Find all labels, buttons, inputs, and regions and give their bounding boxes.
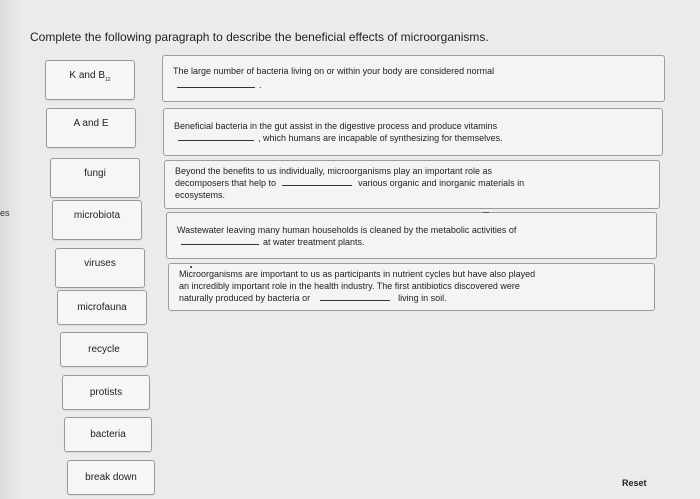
term-label: recycle xyxy=(88,344,120,355)
sentence-text: . xyxy=(259,80,262,90)
sentence-line: an incredibly important role in the health industry. The first antibiotics discovered were xyxy=(179,281,520,291)
term-label: fungi xyxy=(84,168,106,179)
sentence-line: Microorganisms are important to us as participants in nutrient cycles but have also played xyxy=(179,269,536,279)
drop-blank[interactable] xyxy=(178,132,254,141)
sentence-box-3 xyxy=(164,160,660,209)
sentence-line: Wastewater leaving many human households is cleaned by the metabolic activities of xyxy=(177,225,517,235)
term-label: bacteria xyxy=(90,429,126,440)
sentence-text: at water treatment plants. xyxy=(263,237,365,247)
sentence-text: decomposers that help to xyxy=(175,178,277,188)
term-subscript: 12 xyxy=(105,77,111,83)
sentence-line: The large number of bacteria living on or within your body are considered normal xyxy=(173,66,495,76)
drop-blank[interactable] xyxy=(177,79,255,88)
term-viruses[interactable] xyxy=(55,248,145,288)
term-microbiota[interactable] xyxy=(52,200,142,240)
sentence-line: Beyond the benefits to us individually, microorganisms play an important role as xyxy=(175,166,492,176)
term-label: viruses xyxy=(84,258,116,269)
term-a-and-e[interactable] xyxy=(46,108,136,148)
reset-button[interactable]: Reset xyxy=(622,478,647,488)
term-label: K and B xyxy=(69,70,106,81)
term-break-down[interactable] xyxy=(67,460,155,495)
term-label: protists xyxy=(89,387,123,398)
edge-text: es xyxy=(0,208,10,218)
sentence-line: ecosystems. xyxy=(175,190,226,200)
drop-blank[interactable] xyxy=(181,236,259,245)
instruction-text: Complete the following paragraph to describe the beneficial effects of microorganisms. xyxy=(30,30,489,44)
drop-blank[interactable] xyxy=(320,292,390,301)
term-microfauna[interactable] xyxy=(57,290,147,325)
term-protists[interactable] xyxy=(62,375,150,410)
divider-mark xyxy=(483,212,489,213)
term-label: A and E xyxy=(73,118,109,129)
sentence-box-4 xyxy=(166,212,657,259)
sentence-text: , which humans are incapable of synthesizing for themselves. xyxy=(258,133,503,143)
left-panel-edge xyxy=(0,0,18,499)
term-recycle[interactable] xyxy=(60,332,148,367)
term-k-and-b12[interactable] xyxy=(45,60,135,100)
sentence-text: living in soil. xyxy=(398,293,447,303)
term-bacteria[interactable] xyxy=(64,417,152,452)
term-fungi[interactable] xyxy=(50,158,140,198)
drop-blank[interactable] xyxy=(282,177,352,186)
divider-mark xyxy=(190,266,192,268)
term-label: break down xyxy=(85,472,137,483)
sentence-line: Beneficial bacteria in the gut assist in the digestive process and produce vitamins xyxy=(174,121,498,131)
sentence-box-2 xyxy=(163,108,663,156)
sentence-text: various organic and inorganic materials in xyxy=(358,178,525,188)
sentence-box-1 xyxy=(162,55,665,102)
sentence-box-5 xyxy=(168,263,655,311)
term-label: microbiota xyxy=(73,210,121,221)
sentence-text: naturally produced by bacteria or xyxy=(179,293,311,303)
term-label: microfauna xyxy=(77,302,127,313)
